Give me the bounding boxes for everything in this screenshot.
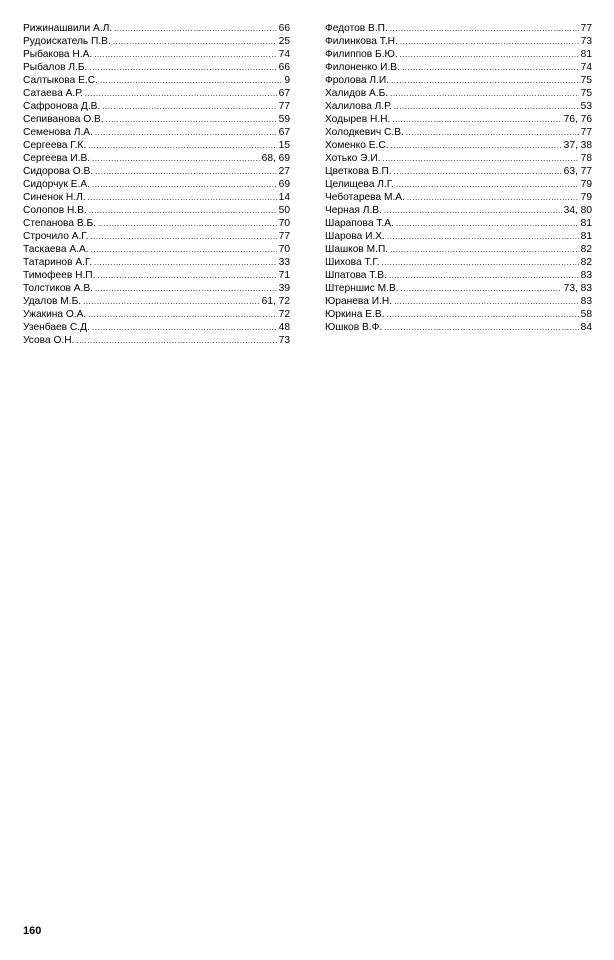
dot-leader [406,126,579,139]
author-name: Сидорова О.В. [23,166,94,177]
author-name: Удалов М.Б. [23,296,82,307]
index-entry [23,217,290,230]
page-references: 77 [278,101,290,112]
index-entry [23,87,290,100]
author-name: Юркина Е.В. [325,309,385,320]
index-entry [325,48,592,61]
page-references: 53 [580,101,592,112]
dot-leader [394,165,562,178]
dot-leader [389,269,579,282]
index-entry [23,48,290,61]
page-references: 67 [278,127,290,138]
index-entry [23,295,290,308]
index-entry [325,230,592,243]
index-entry [23,35,290,48]
dot-leader [94,256,277,269]
author-name: Шихова Т.Г. [325,257,380,268]
page-references: 50 [278,205,290,216]
author-name: Филиппов Б.Ю. [325,49,398,60]
index-entry [325,295,592,308]
author-name: Фролова Л.И. [325,75,390,86]
index-entry [325,178,592,191]
page-references: 77 [278,231,290,242]
author-name: Шарапова Т.А. [325,218,394,229]
author-name: Халилова Л.Р. [325,101,392,112]
index-entry [23,165,290,178]
page-references: 25 [278,36,290,47]
page-references: 74 [580,62,592,73]
dot-leader [88,191,277,204]
page-references: 39 [278,283,290,294]
index-entry [325,165,592,178]
page-references: 77 [580,23,592,34]
index-entry [325,308,592,321]
author-name: Тимофеев Н.П. [23,270,96,281]
index-entry [325,243,592,256]
dot-leader [391,139,562,152]
dot-leader [396,178,579,191]
author-name: Шарова И.Х. [325,231,385,242]
page-references: 9 [284,75,290,86]
author-name: Штерншис М.В. [325,283,399,294]
author-name: Филинкова Т.Н. [325,36,398,47]
dot-leader [113,35,277,48]
page-number: 160 [23,925,42,937]
page-references: 59 [278,114,290,125]
dot-leader [396,217,579,230]
page-references: 73 [278,335,290,346]
index-entry [325,61,592,74]
page-references: 78 [580,153,592,164]
index-entry [23,139,290,152]
author-name: Юранева И.Н. [325,296,393,307]
author-name: Юшков В.Ф. [325,322,383,333]
page-references: 63, 77 [563,166,592,177]
dot-leader [92,321,277,334]
dot-leader [114,22,276,35]
index-entry [23,191,290,204]
index-entry [325,35,592,48]
dot-leader [382,256,579,269]
page-references: 33 [278,257,290,268]
dot-leader [91,243,277,256]
dot-leader [88,308,276,321]
dot-leader [394,100,579,113]
dot-leader [92,178,277,191]
author-name: Ходырев Н.Н. [325,114,391,125]
dot-leader [382,152,578,165]
dot-leader [76,334,276,347]
page-references: 81 [580,218,592,229]
page-references: 73, 83 [563,283,592,294]
page-references: 84 [580,322,592,333]
dot-leader [95,165,276,178]
index-entry [325,191,592,204]
page-references: 37, 38 [563,140,592,151]
index-entry [23,61,290,74]
dot-leader [88,139,276,152]
index-entry [23,243,290,256]
page-references: 81 [580,49,592,60]
index-entry [325,282,592,295]
page-references: 77 [580,127,592,138]
author-name: Сафронова Д.В. [23,101,101,112]
index-entry [325,113,592,126]
author-name: Рижинашвили А.Л. [23,23,113,34]
index-entry [325,321,592,334]
page-references: 73 [580,36,592,47]
dot-leader [392,113,561,126]
dot-leader [402,61,579,74]
dot-leader [391,74,579,87]
index-entry [325,22,592,35]
page-references: 81 [580,231,592,242]
author-name: Ужакина О.А. [23,309,87,320]
index-entry [23,321,290,334]
index-entry [325,139,592,152]
dot-leader [400,35,579,48]
page-references: 27 [278,166,290,177]
page-references: 70 [278,218,290,229]
dot-leader [390,243,579,256]
index-entry [23,126,290,139]
index-entry [325,87,592,100]
author-name: Федотов В.П. [325,23,388,34]
page-references: 82 [580,244,592,255]
dot-leader [390,87,579,100]
index-entry [23,334,290,347]
dot-leader [100,74,282,87]
dot-leader [90,230,276,243]
author-name: Филоненко И.В. [325,62,400,73]
page-references: 14 [278,192,290,203]
index-entry [23,178,290,191]
index-entry [325,126,592,139]
page-references: 76, 76 [563,114,592,125]
page-references: 75 [580,88,592,99]
dot-leader [390,22,579,35]
author-name: Таскаева А.А. [23,244,89,255]
author-name: Сатаева А.Р. [23,88,83,99]
page-references: 75 [580,75,592,86]
dot-leader [401,282,562,295]
dot-leader [85,87,277,100]
page-references: 48 [278,322,290,333]
page-references: 72 [278,309,290,320]
index-entry [325,74,592,87]
index-entry [23,269,290,282]
page-references: 79 [580,179,592,190]
page-references: 82 [580,257,592,268]
author-name: Шпатова Т.В. [325,270,387,281]
dot-leader [89,204,277,217]
dot-leader [97,269,276,282]
dot-leader [407,191,579,204]
page-references: 74 [278,49,290,60]
index-entry [23,308,290,321]
author-name: Синенок Н.Л. [23,192,86,203]
author-name: Сергеева Г.К. [23,140,87,151]
index-column-left [23,22,290,347]
dot-leader [89,61,276,74]
dot-leader [94,48,276,61]
dot-leader [102,100,276,113]
author-name: Татаринов А.Г. [23,257,93,268]
dot-leader [400,48,579,61]
index-entry [23,230,290,243]
author-name: Толстиков А.В. [23,283,93,294]
index-entry [325,269,592,282]
page-references: 66 [278,62,290,73]
index-entry [23,282,290,295]
author-name: Сепиванова О.В. [23,114,104,125]
index-entry [325,256,592,269]
page-references: 70 [278,244,290,255]
index-entry [23,152,290,165]
dot-leader [384,321,579,334]
index-entry [325,100,592,113]
index-entry [23,74,290,87]
page-references: 71 [278,270,290,281]
author-name: Холодкевич С.В. [325,127,404,138]
author-name: Рыбакова Н.А. [23,49,93,60]
index-entry [325,217,592,230]
author-name: Усова О.Н. [23,335,75,346]
index-entry [23,100,290,113]
dot-leader [95,126,277,139]
page-references: 66 [278,23,290,34]
dot-leader [98,217,277,230]
page-references: 83 [580,270,592,281]
page-references: 34, 80 [563,205,592,216]
page-references: 61, 72 [261,296,290,307]
author-name: Солопов Н.В. [23,205,87,216]
page-references: 68, 69 [261,153,290,164]
author-name: Хотько Э.И. [325,153,381,164]
author-name: Рудоискатель П.В. [23,36,111,47]
dot-leader [95,282,277,295]
author-name: Целищева Л.Г. [325,179,394,190]
author-name: Сергеева И.В. [23,153,91,164]
author-name: Цветкова В.П. [325,166,392,177]
author-name: Хоменко Е.С. [325,140,389,151]
author-name: Шашков М.П. [325,244,389,255]
page-references: 15 [278,140,290,151]
dot-leader [92,152,260,165]
dot-leader [384,204,562,217]
dot-leader [106,113,277,126]
index-entry [23,22,290,35]
page-references: 79 [580,192,592,203]
page-references: 83 [580,296,592,307]
author-name: Чеботарева М.А. [325,192,405,203]
author-name: Сидорчук Е.А. [23,179,91,190]
index-column-right [325,22,592,334]
index-entry [325,204,592,217]
author-name: Халидов А.Б. [325,88,389,99]
page-references: 69 [278,179,290,190]
page-references: 58 [580,309,592,320]
author-name: Семенова Л.А. [23,127,93,138]
author-name: Салтыкова Е.С. [23,75,98,86]
author-name: Узенбаев С.Д. [23,322,90,333]
index-entry [23,256,290,269]
index-entry [23,113,290,126]
dot-leader [387,230,579,243]
author-name: Черная Л.В. [325,205,382,216]
author-name: Рыбалов Л.Б. [23,62,88,73]
page-references: 67 [278,88,290,99]
dot-leader [394,295,579,308]
index-entry [23,204,290,217]
index-entry [325,152,592,165]
author-name: Строчило А.Г. [23,231,89,242]
author-name: Степанова В.Б. [23,218,96,229]
dot-leader [83,295,260,308]
dot-leader [386,308,578,321]
